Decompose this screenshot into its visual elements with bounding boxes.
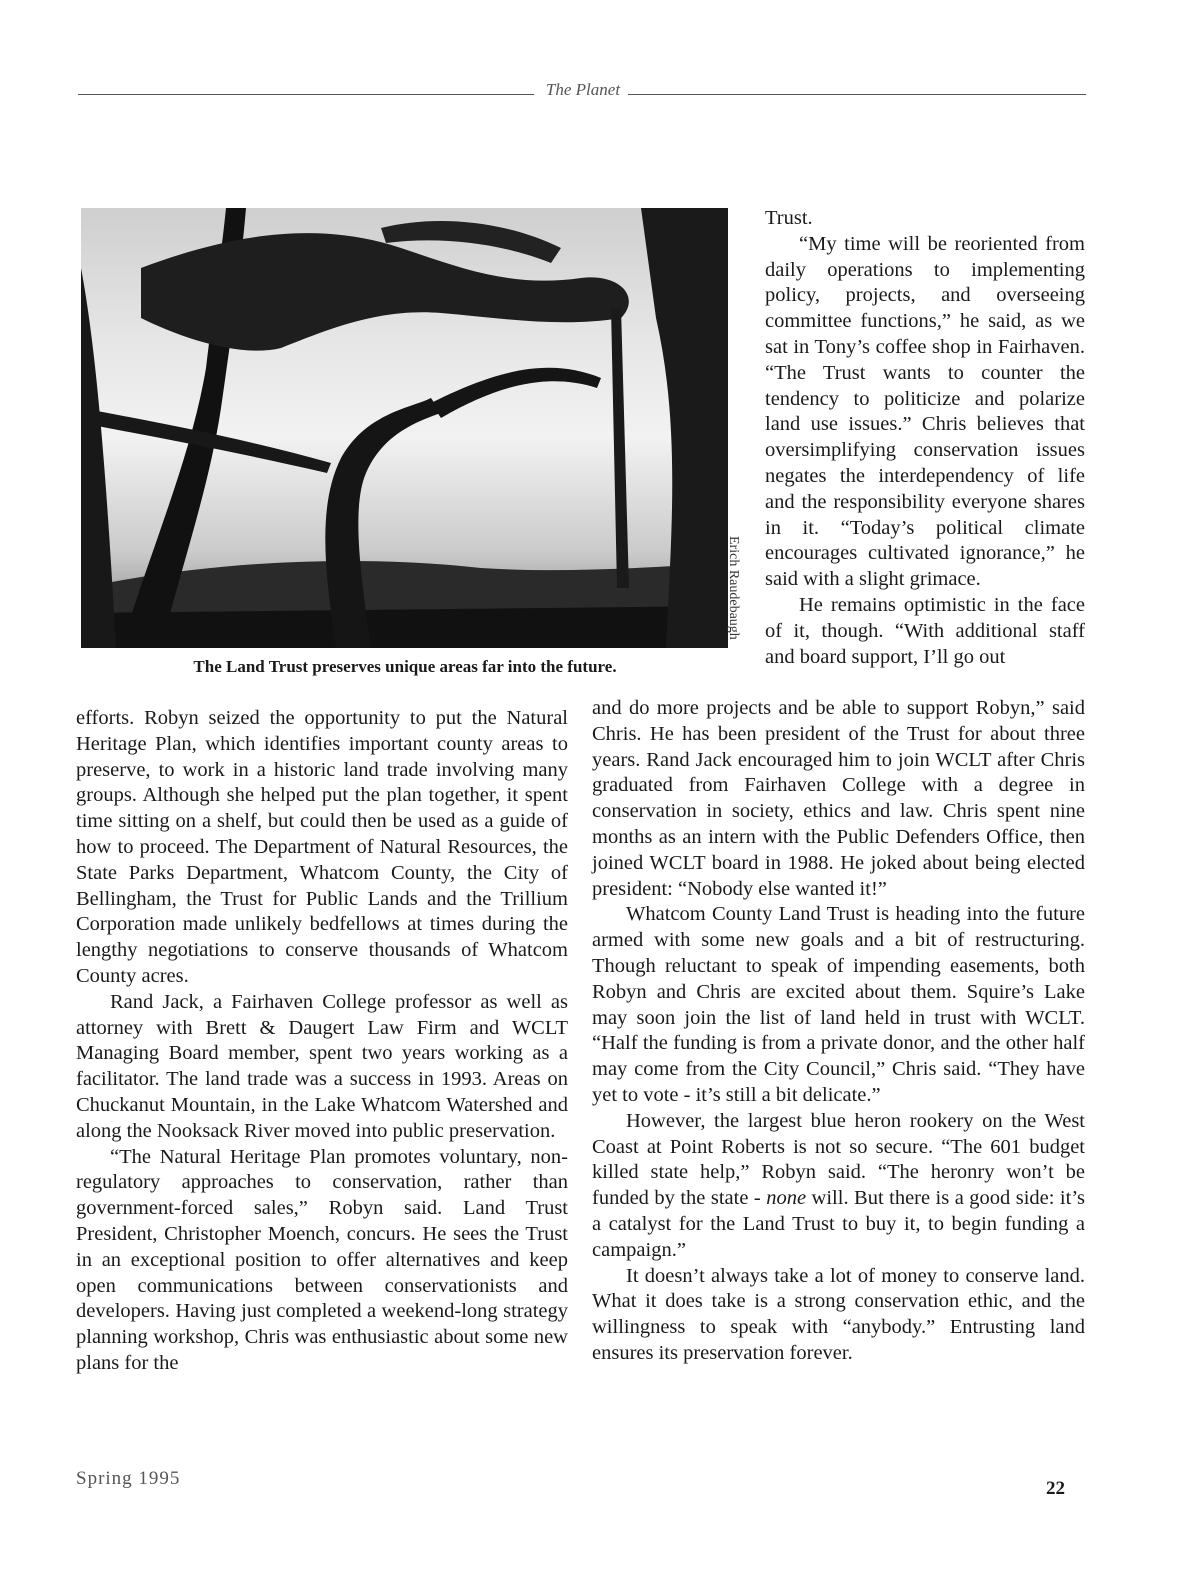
paragraph: It doesn’t always take a lot of money to conserve land. What it does take is a strong conservation ethic, and the willingness to speak with “anybody.” Entrusting land ensures its preservation forever. xyxy=(592,1264,1085,1364)
tree-silhouette-graphic xyxy=(81,208,728,648)
paragraph-text: will. But there is a good side: it’s a catalyst for the Land Trust to buy it, to begin funding a campaign.” xyxy=(592,1187,1085,1261)
paragraph: “My time will be reoriented from daily operations to implementing policy, projects, and overseeing committee functions,” he said, as we sat in Tony’s coffee shop in Fairhaven. “The Trust wants to counter the tendency to politicize and polarize land use issues.” Chris believes that oversimplifying conservation issues negates the interdependency of life and the responsibility everyone shares in it. “Today’s political climate encourages cultivated ignorance,” he said with a slight grimace. xyxy=(765,232,1085,591)
paragraph: Rand Jack, a Fairhaven College professor as well as attorney with Brett & Daugert Law Firm and WCLT Managing Board member, spent two years working as a facilitator. The land trade was a success in 1993. Areas on Chuckanut Mountain, in the Lake Whatcom Watershed and along the Nooksack River moved into public preservation. xyxy=(76,990,568,1142)
page-number: 22 xyxy=(1046,1478,1065,1499)
paragraph: Whatcom County Land Trust is heading into the future armed with some new goals and a bit of restructuring. Though reluctant to speak of impending easements, both Robyn and Chris are excited about them. Squire’s Lake may soon join the list of land held in trust with WCLT. “Half the funding is from a private donor, and the other half may come from the City Council,” Chris said. “They have yet to vote - it’s still a bit delicate.” xyxy=(592,903,1085,1106)
article-column-top-right xyxy=(765,206,1085,670)
paragraph: “The Natural Heritage Plan promotes voluntary, non-regulatory approaches to conservation, rather than government-forced sales,” Robyn said. Land Trust President, Christopher Moench, concurs. He sees the Trust in an exceptional position to offer alternatives and keep open communications between conservationists and developers. Having just completed a weekend-long strategy planning workshop, Chris was enthusiastic about some new plans for the xyxy=(76,1145,568,1374)
issue-date: Spring 1995 xyxy=(76,1468,181,1489)
paragraph: efforts. Robyn seized the opportunity to put the Natural Heritage Plan, which identifies important county areas to preserve, to work in a historic land trade involving many groups. Although she helped put the plan together, it spent time sitting on a shelf, but could then be used as a guide of how to proceed. The Department of Natural Resources, the State Parks Department, Whatcom County, the City of Bellingham, the Trust for Public Lands and the Trillium Corporation made unlikely bedfellows at times during the lengthy negotiations to conserve thousands of Whatcom County acres. xyxy=(76,707,568,987)
emphasis-text: none xyxy=(766,1187,807,1210)
header-rule-left xyxy=(78,94,534,95)
paragraph: and do more projects and be able to support Robyn,” said Chris. He has been president of the Trust for about three years. Rand Jack encouraged him to join WCLT after Chris graduated from Fairhaven College with a degree in conservation in society, ethics and law. Chris spent nine months as an intern with the Public Defenders Office, then joined WCLT board in 1988. He joked about being elected president: “Nobody else wanted it!” xyxy=(592,697,1085,900)
paragraph: Trust. xyxy=(765,207,813,229)
article-column-left xyxy=(76,706,568,1377)
paragraph xyxy=(592,1109,1085,1264)
article-column-right xyxy=(592,696,1085,1367)
header-rule-right xyxy=(628,94,1086,95)
paragraph: He remains optimistic in the face of it, though. “With additional staff and board support, I’ll go out xyxy=(765,593,1085,668)
paragraph-text: However, the largest blue heron rookery on the West Coast at Point Roberts is not so secure. “The 601 budget killed state help,” Robyn said. “The heronry won’t be funded by the state - xyxy=(592,1109,1085,1210)
article-photo-trees xyxy=(81,208,728,648)
photo-credit: Erich Raudebaugh xyxy=(726,536,741,640)
running-header-title: The Planet xyxy=(545,80,621,99)
photo-caption: The Land Trust preserves unique areas far into the future. xyxy=(193,657,617,676)
